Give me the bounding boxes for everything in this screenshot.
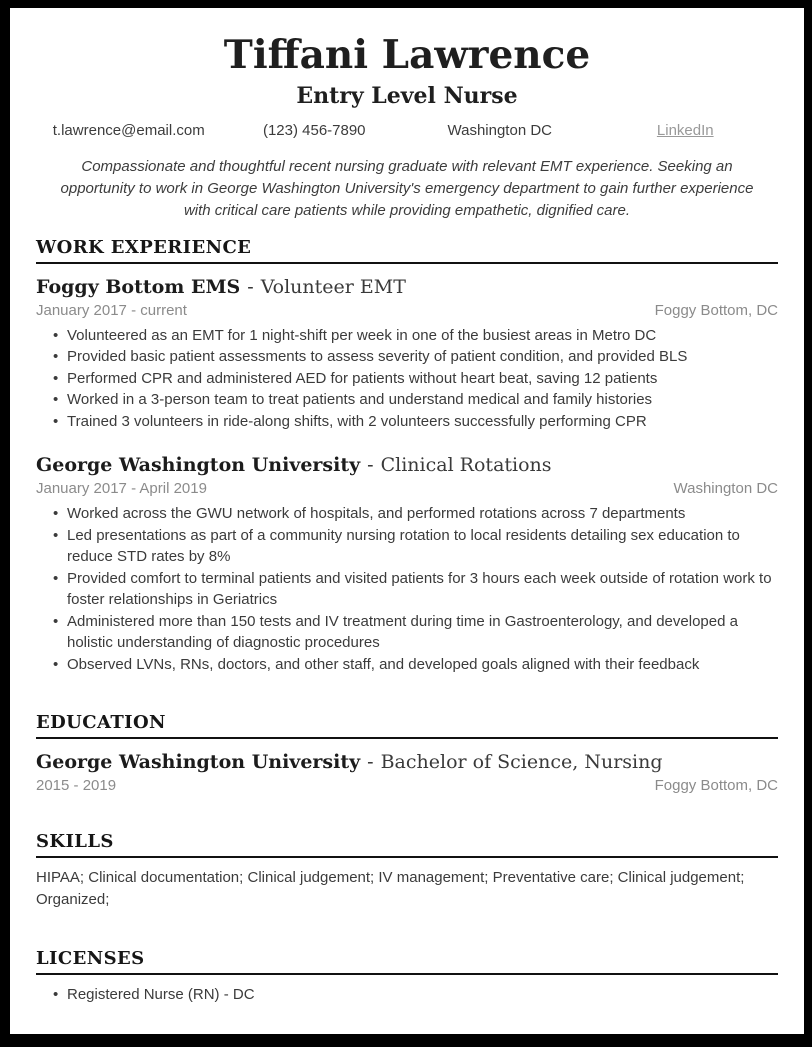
job-meta-row [36, 302, 778, 319]
education-section [36, 712, 778, 794]
linkedin-link[interactable]: LinkedIn [656, 121, 714, 139]
license-list [36, 984, 778, 1006]
bullet-item: • Volunteered as an EMT for 1 night-shift per week in one of the busiest areas in Metro DC [36, 325, 778, 347]
contact-row [36, 122, 778, 139]
job-title-line [36, 454, 778, 476]
section-heading-education: EDUCATION [36, 712, 166, 734]
company-name: Foggy Bottom EMS [36, 275, 241, 298]
education-dates: 2015 - 2019 [36, 777, 117, 795]
bullet-item: • Observed LVNs, RNs, doctors, and other staff, and developed goals aligned with their feedback [36, 654, 778, 676]
job-meta-row [36, 480, 778, 497]
work-experience-section [36, 237, 778, 676]
education-meta-row [36, 777, 778, 794]
section-divider [36, 856, 778, 858]
bullet-item: • Led presentations as part of a community nursing rotation to local residents detailing sex education to reduce STD rates by 8% [36, 525, 778, 568]
skills-section [36, 831, 778, 911]
job-dates: January 2017 - current [36, 301, 187, 319]
company-name: George Washington University [36, 454, 361, 477]
bullet-item: • Provided basic patient assessments to assess severity of patient condition, and provided BLS [36, 346, 778, 368]
section-heading-work: WORK EXPERIENCE [36, 236, 252, 258]
section-divider [36, 262, 778, 264]
job-entry [36, 276, 778, 433]
title-separator: - [367, 751, 374, 774]
job-dates: January 2017 - April 2019 [36, 480, 207, 498]
skills-text: HIPAA; Clinical documentation; Clinical judgement; IV management; Preventative care; Clinical judgement; Organized; [36, 869, 745, 909]
summary-text: Compassionate and thoughtful recent nursing graduate with relevant EMT experience. Seeking an opportunity to work in George Washington University's emergency department to gain further experience with critical care patients while providing empathetic, dignified care. [60, 157, 754, 219]
job-role: Clinical Rotations [380, 454, 552, 477]
job-entry [36, 454, 778, 675]
job-role: Volunteer EMT [260, 275, 406, 298]
contact-phone: (123) 456-7890 [262, 121, 366, 139]
degree-name: Bachelor of Science, Nursing [380, 751, 663, 774]
title-separator: - [367, 454, 374, 477]
section-divider [36, 737, 778, 739]
section-heading-skills: SKILLS [36, 831, 114, 853]
bullet-item: • Performed CPR and administered AED for patients without heart beat, saving 12 patients [36, 368, 778, 390]
section-heading-licenses: LICENSES [36, 948, 145, 970]
school-name: George Washington University [36, 751, 361, 774]
contact-email: t.lawrence@email.com [52, 121, 205, 139]
education-location: Foggy Bottom, DC [654, 777, 778, 795]
job-bullet-list [36, 503, 778, 675]
title-separator: - [247, 275, 254, 298]
job-title-line [36, 276, 778, 298]
job-bullet-list [36, 325, 778, 433]
bullet-item: • Worked across the GWU network of hospitals, and performed rotations across 7 departments [36, 503, 778, 525]
licenses-section [36, 948, 778, 1006]
section-divider [36, 973, 778, 975]
license-item: • Registered Nurse (RN) - DC [36, 984, 778, 1006]
contact-location: Washington DC [447, 121, 552, 139]
education-title-line [36, 751, 778, 773]
bullet-item: • Worked in a 3-person team to treat patients and understand medical and family histories [36, 389, 778, 411]
contact-linkedin [593, 122, 779, 139]
job-location: Washington DC [673, 480, 778, 498]
bullet-item: • Provided comfort to terminal patients and visited patients for 3 hours each week outside of rotation work to foster relationships in Geriatrics [36, 568, 778, 611]
bullet-item: • Trained 3 volunteers in ride-along shifts, with 2 volunteers successfully performing CPR [36, 411, 778, 433]
resume-page [10, 8, 804, 1034]
job-location: Foggy Bottom, DC [654, 301, 778, 319]
job-headline: Entry Level Nurse [296, 82, 518, 109]
person-name: Tiffani Lawrence [223, 32, 591, 78]
education-entry [36, 751, 778, 794]
bullet-item: • Administered more than 150 tests and IV treatment during time in Gastroenterology, and developed a holistic understanding of diagnostic procedures [36, 611, 778, 654]
